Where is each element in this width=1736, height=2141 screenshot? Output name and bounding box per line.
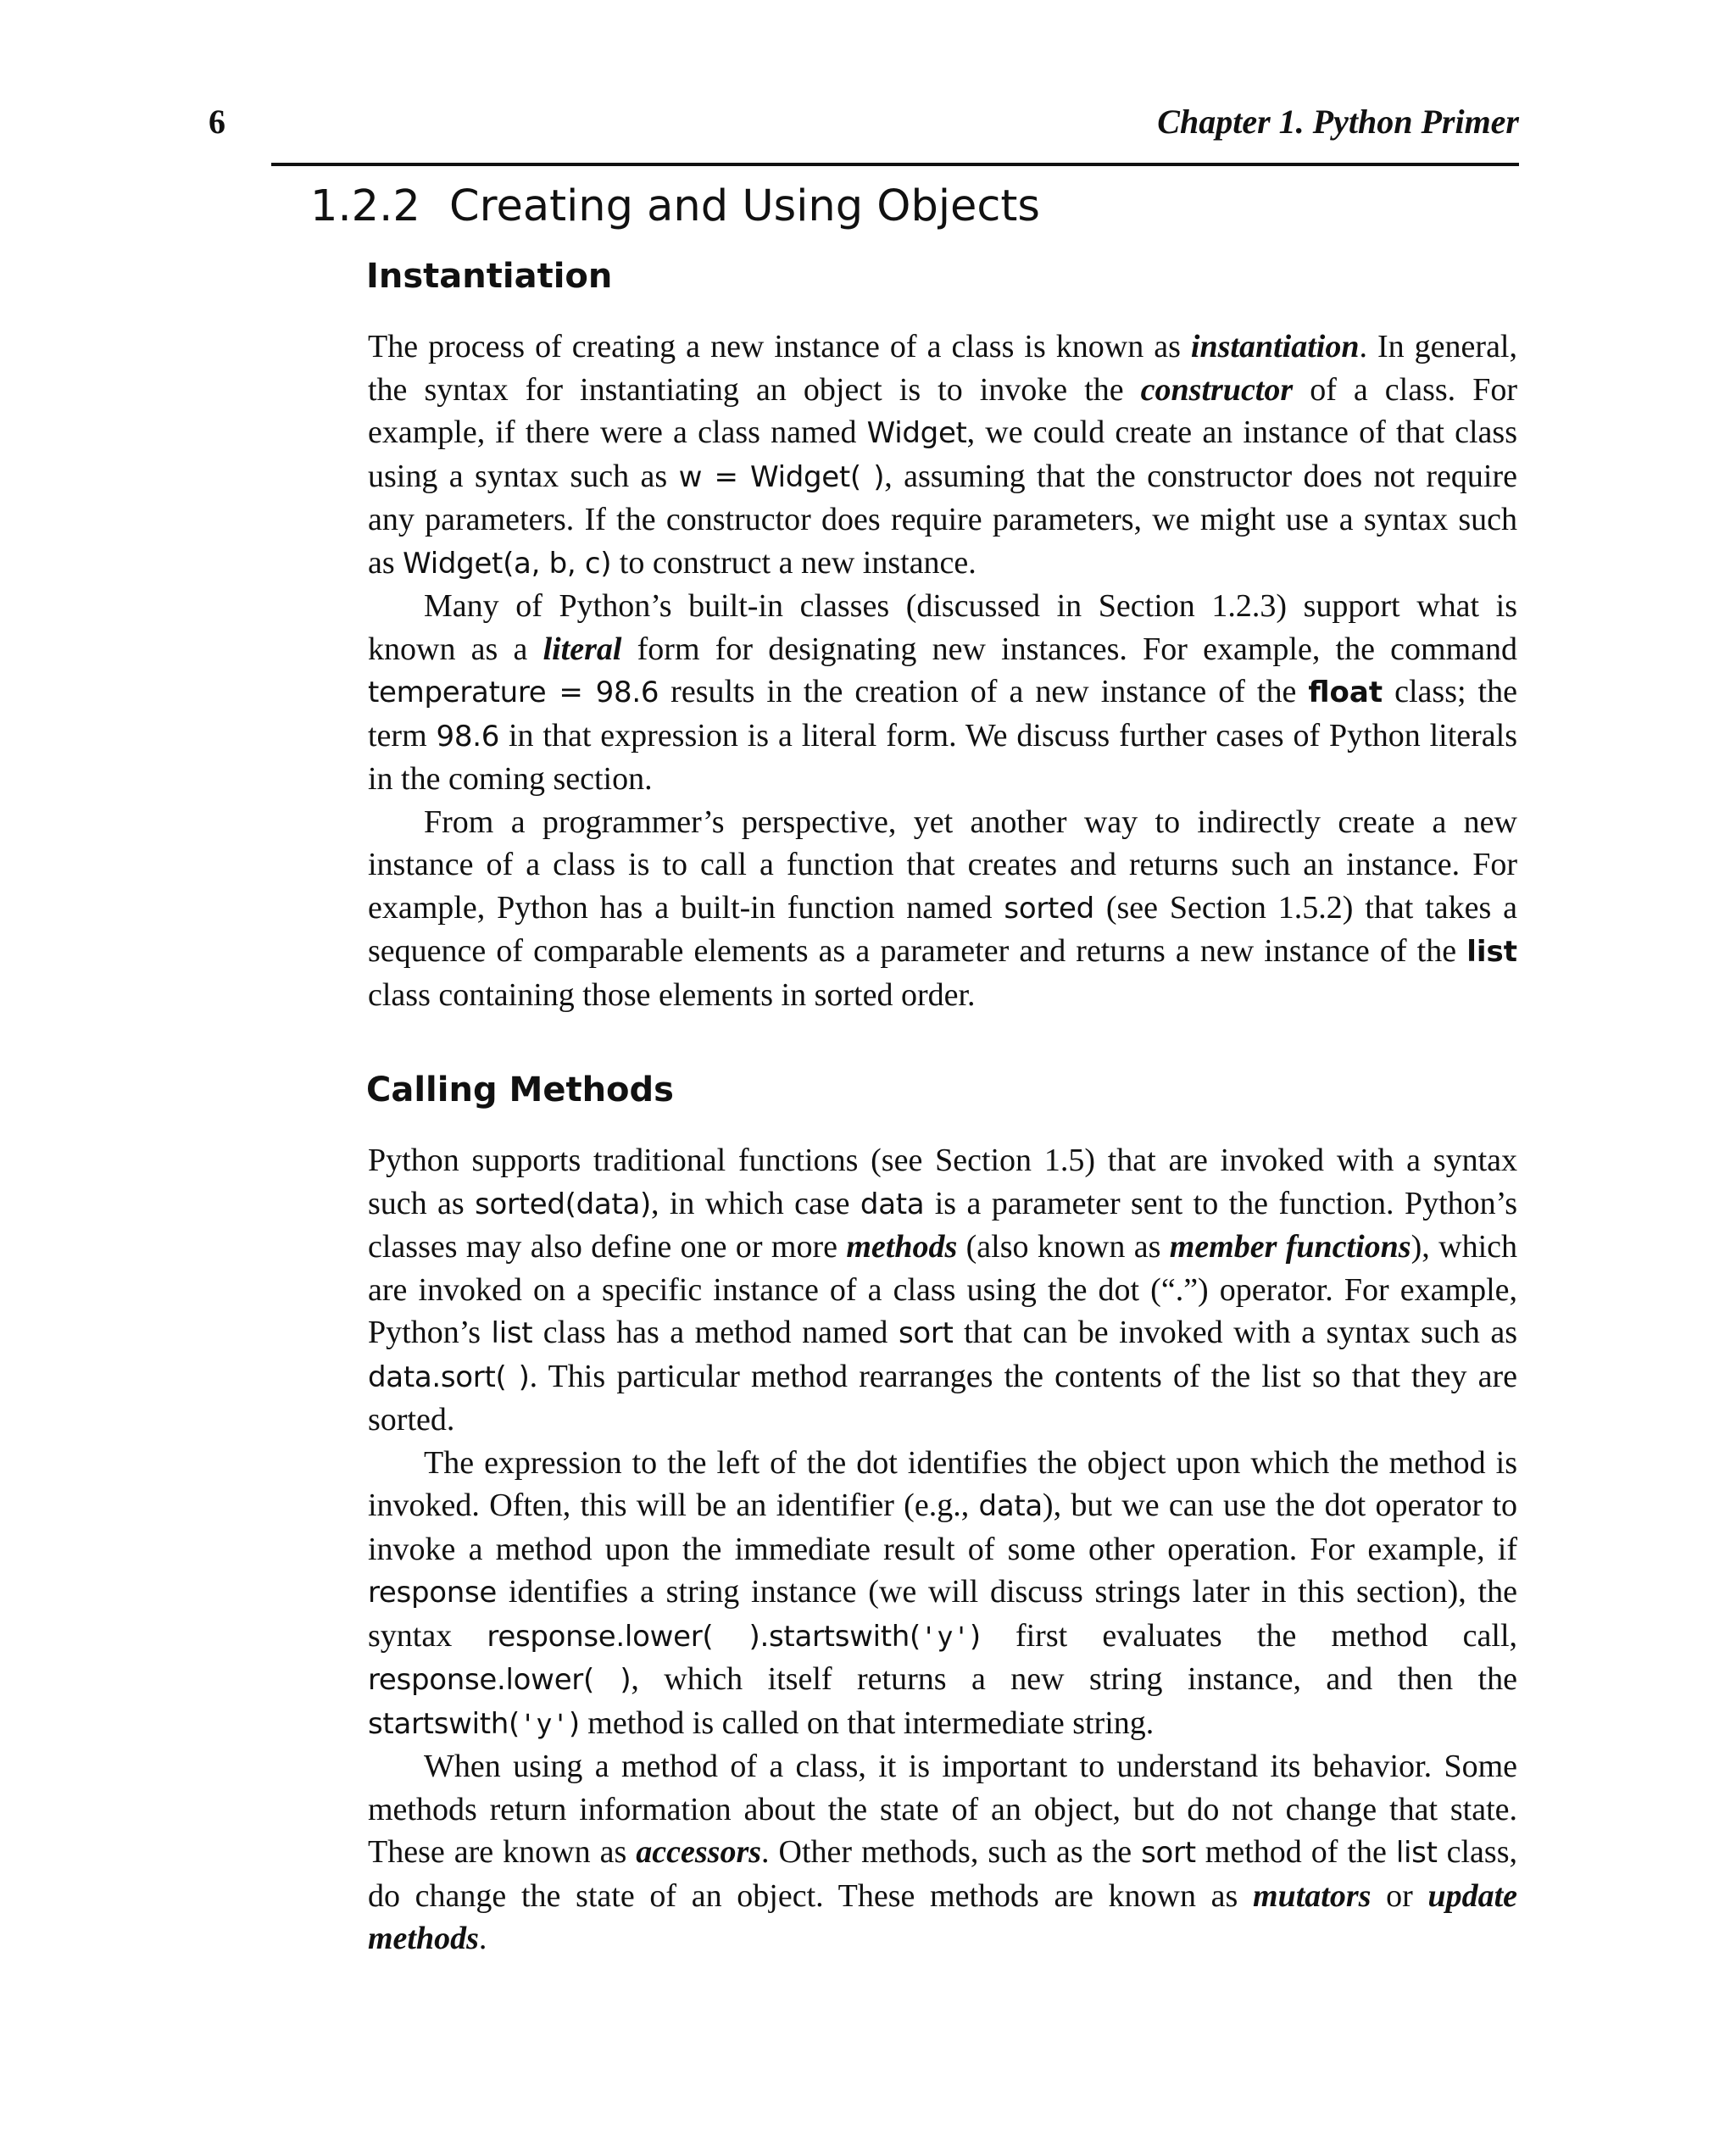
code-literal-value: 98.6 xyxy=(436,719,500,754)
text-run: . In general, the syntax for instantiating an object is to invoke the xyxy=(368,329,1517,408)
text-run: class, do change the state of an object. These methods are known as xyxy=(368,1834,1518,1914)
code-response: response xyxy=(368,1576,498,1610)
text-run: The expression to the left of the dot identifies the object upon which the method is invoked. Often, this will be an identifier (e.g., xyxy=(368,1444,1517,1523)
running-title: Chapter 1. Python Primer xyxy=(1157,103,1519,141)
text-run: first evaluates the method call, xyxy=(980,1617,1517,1654)
text-run: , in which case xyxy=(650,1185,860,1221)
text-run: class; the term xyxy=(368,674,1517,754)
text-run: Many of Python’s built-in classes (discussed in Section 1.2.3) support what is known as a xyxy=(368,588,1517,667)
text-run: , which itself returns a new string instance, and then the xyxy=(631,1661,1517,1697)
code-paren: ) xyxy=(969,1619,981,1654)
code-sort: sort xyxy=(898,1316,954,1350)
text-run: (see Section 1.5.2) that takes a sequence of comparable elements as a parameter and returns a new instance of the xyxy=(368,889,1517,969)
term-constructor: constructor xyxy=(1140,371,1294,408)
calling-methods-body xyxy=(368,1139,1517,1960)
term-member-functions: member functions xyxy=(1169,1229,1411,1265)
code-temperature: temperature = 98.6 xyxy=(368,676,659,709)
text-run: class has a method named xyxy=(532,1315,899,1350)
text-run: is a parameter sent to the function. Python’s classes may also define one or more xyxy=(368,1185,1518,1265)
code-data: data xyxy=(978,1489,1043,1523)
term-accessors: accessors xyxy=(636,1834,762,1870)
text-run: From a programmer’s perspective, yet another way to indirectly create a new instance of a class is to call a function that creates and returns such an instance. For example, Python has a built-in function named xyxy=(368,804,1517,926)
code-widget: Widget xyxy=(866,416,967,450)
text-run: Python supports traditional functions (see Section 1.5) that are invoked with a syntax such as xyxy=(368,1143,1517,1221)
code-data: data xyxy=(860,1187,925,1221)
section-number: 1.2.2 xyxy=(310,181,420,231)
subheading-calling-methods: Calling Methods xyxy=(366,1070,674,1109)
code-widget-params: Widget(a, b, c) xyxy=(403,546,612,581)
text-run: form for designating new instances. For example, the command xyxy=(621,631,1517,667)
text-run: , we could create an instance of that class using a syntax such as xyxy=(368,414,1517,494)
instantiation-paragraph-1 xyxy=(368,325,1517,585)
section-title xyxy=(310,173,1040,241)
term-update-methods: update methods xyxy=(368,1877,1518,1956)
text-run: method is called on that intermediate string. xyxy=(579,1704,1155,1741)
text-run: . xyxy=(478,1921,487,1956)
code-sorted-data: sorted(data) xyxy=(475,1187,651,1221)
calling-methods-paragraph-3 xyxy=(368,1745,1517,1960)
term-instantiation: instantiation xyxy=(1190,329,1360,364)
class-list: list xyxy=(1466,935,1517,969)
header-rule xyxy=(271,163,1519,166)
code-sorted: sorted xyxy=(1004,891,1094,926)
code-paren: ) xyxy=(568,1706,580,1741)
text-run: . This particular method rearranges the contents of the list so that they are sorted. xyxy=(368,1358,1518,1438)
text-run: class containing those elements in sorted order. xyxy=(368,976,976,1013)
code-startswith: startswith( xyxy=(368,1706,520,1741)
code-response-chain: response.lower( ).startswith( xyxy=(487,1619,921,1654)
text-run: results in the creation of a new instance of the xyxy=(659,674,1309,709)
text-run: The process of creating a new instance of a class is known as xyxy=(368,329,1191,364)
code-list: list xyxy=(491,1316,533,1350)
code-data-sort: data.sort( ) xyxy=(368,1360,530,1394)
text-run: to construct a new instance. xyxy=(611,544,976,581)
text-run: or xyxy=(1371,1877,1428,1914)
class-float: float xyxy=(1308,676,1383,709)
calling-methods-paragraph-1 xyxy=(368,1139,1517,1442)
text-run: When using a method of a class, it is important to understand its behavior. Some methods return information about the state of an object, but do not change that state. These are known as xyxy=(368,1749,1517,1870)
section-title-text: Creating and Using Objects xyxy=(449,181,1040,231)
subheading-instantiation: Instantiation xyxy=(366,257,613,296)
text-run: ), but we can use the dot operator to invoke a method upon the immediate result of some other operation. For example, if xyxy=(368,1488,1517,1567)
instantiation-body xyxy=(368,325,1517,1016)
instantiation-paragraph-3 xyxy=(368,801,1517,1017)
code-string-literal: 'y' xyxy=(921,1620,970,1653)
text-run: in that expression is a literal form. We discuss further cases of Python literals in the coming section. xyxy=(368,717,1518,797)
text-run: . Other methods, such as the xyxy=(761,1834,1142,1870)
text-run: that can be invoked with a syntax such as xyxy=(953,1315,1517,1350)
term-literal: literal xyxy=(542,631,622,667)
text-run: of a class. For example, if there were a class named xyxy=(368,371,1517,450)
code-sort: sort xyxy=(1141,1836,1196,1870)
text-run: method of the xyxy=(1195,1834,1396,1870)
code-string-literal: 'y' xyxy=(520,1707,569,1740)
text-run: , assuming that the constructor does not require any parameters. If the constructor does require parameters, we might use a syntax such as xyxy=(368,458,1517,581)
code-list: list xyxy=(1395,1836,1438,1870)
code-response-lower: response.lower( ) xyxy=(368,1663,632,1697)
page-number: 6 xyxy=(209,103,225,141)
term-mutators: mutators xyxy=(1253,1877,1372,1914)
calling-methods-paragraph-2 xyxy=(368,1442,1517,1746)
text-run: (also known as xyxy=(957,1229,1170,1265)
text-run: ), which are invoked on a specific instance of a class using the dot (“.”) operator. For example, Python’s xyxy=(368,1229,1517,1350)
instantiation-paragraph-2 xyxy=(368,585,1517,801)
code-instantiate-widget: w = Widget( ) xyxy=(678,459,885,494)
term-methods: methods xyxy=(846,1229,958,1265)
text-run: identifies a string instance (we will discuss strings later in this section), the syntax xyxy=(368,1574,1517,1654)
